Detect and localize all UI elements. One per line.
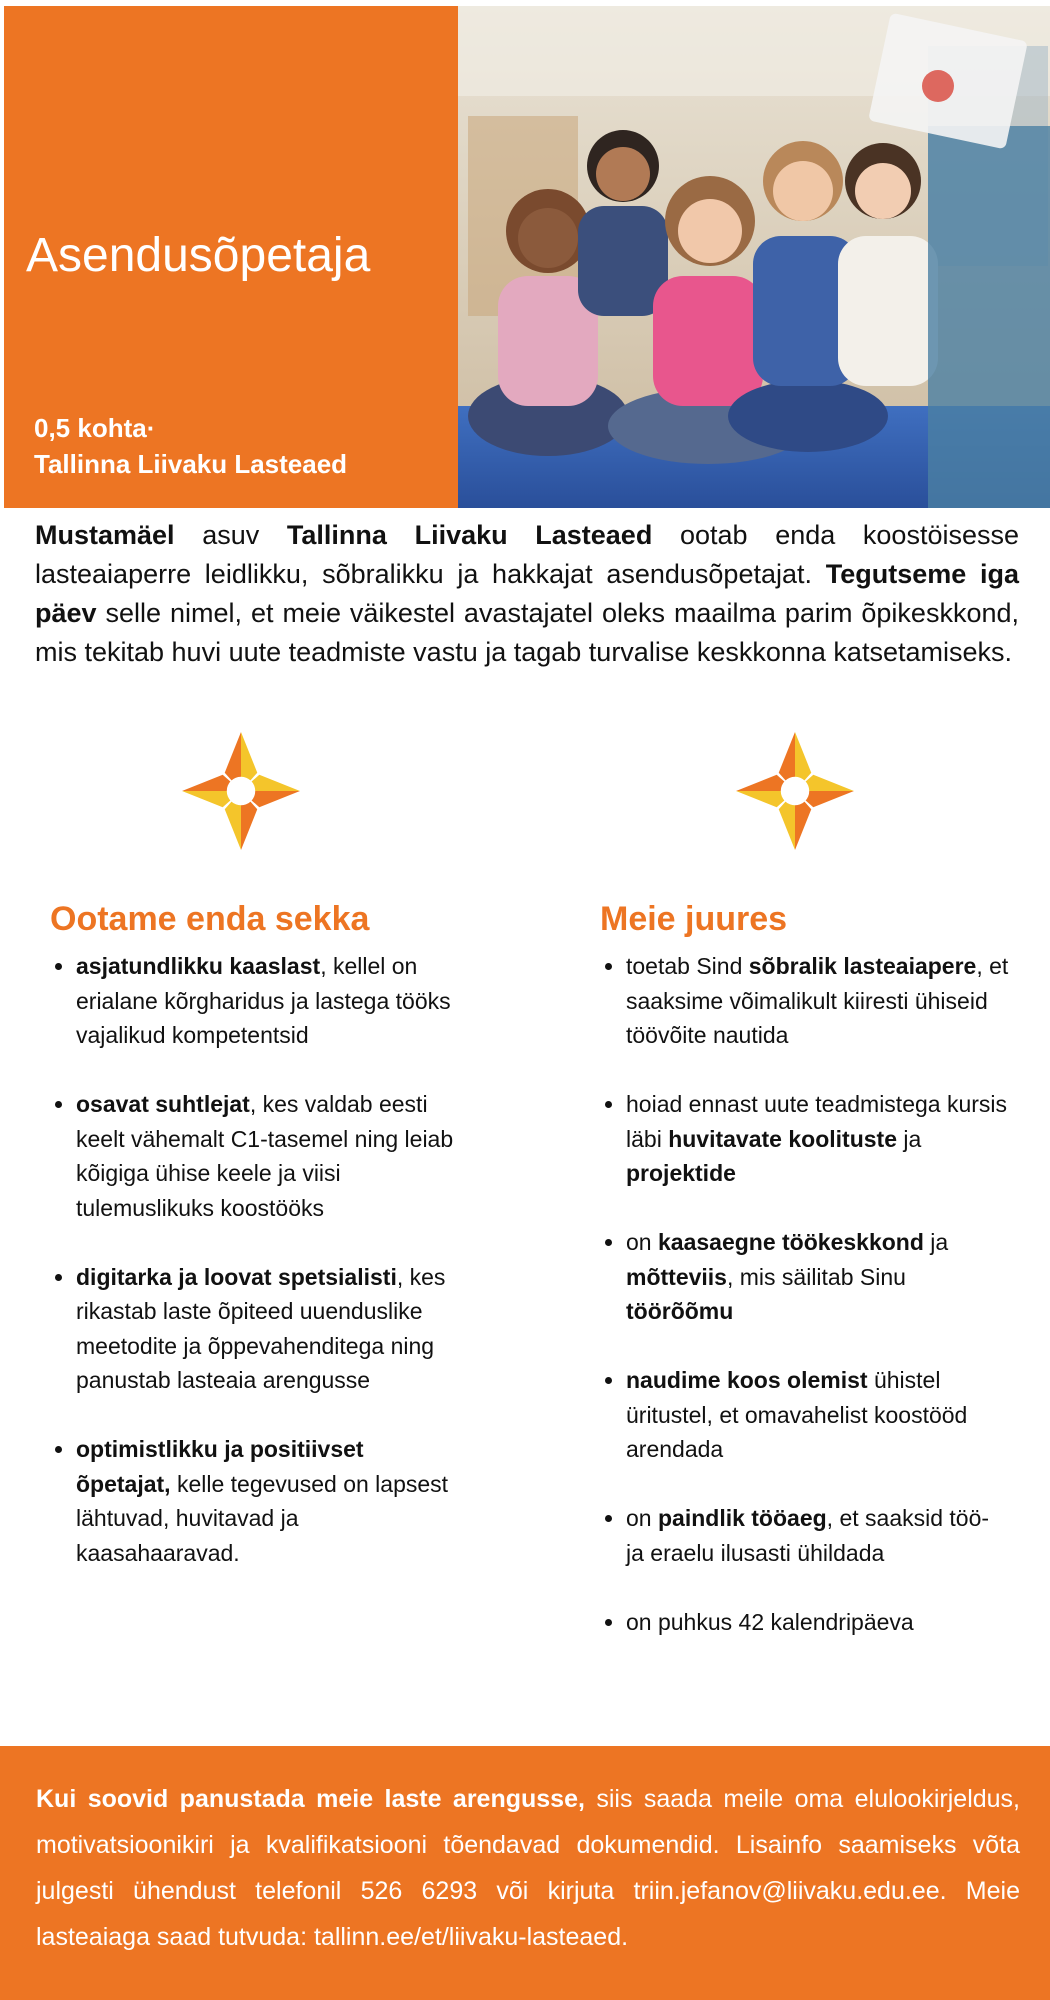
bold-text: naudime koos olemist (626, 1367, 868, 1393)
position-size: 0,5 kohta· (34, 413, 156, 443)
bold-text: huvitavate koolituste (668, 1125, 897, 1152)
text-run: on (626, 1505, 658, 1531)
text-run: , mis säilitab Sinu (726, 1263, 906, 1290)
requirements-heading: Ootame enda sekka (50, 900, 370, 938)
text-run: on (626, 1229, 658, 1255)
text-run: , et saaksid töö- ja eraelu ilusasti ühildada (626, 1505, 990, 1566)
list-item (76, 1087, 460, 1225)
list-item (626, 1225, 1010, 1329)
bold-text: projektide (626, 1160, 736, 1186)
list-item (626, 949, 1010, 1053)
text-run: kelle tegevused on lapsest lähtuvad, huvitavad ja kaasahaaravad. (76, 1470, 449, 1566)
intro-paragraph (35, 516, 1019, 672)
bold-text: sõbralik lasteaiapere (748, 953, 977, 979)
bold-text: mõtteviis (626, 1263, 727, 1290)
children-photo (458, 6, 1050, 508)
requirements-list (50, 949, 460, 1570)
hero-subtitle (34, 410, 347, 482)
text-run: , kes valdab eesti keelt vähemalt C1-tasemel ning leiab kõigiga ühise keele ja viisi tulemuslikuks koostööks (76, 1091, 454, 1221)
hero-banner (4, 6, 1050, 508)
list-item (626, 1363, 1010, 1467)
bold-text: paindlik tööaeg (657, 1505, 827, 1531)
text-run: siis saada meile oma elulookirjeldus, motivatsioonikiri ja kvalifikatsiooni tõendavad dokumendid. Lisainfo saamiseks võta julgesti ühendust telefonil 526 6293 või kirjuta triin.jefanov@liivaku.edu.ee. Meie lasteaiaga saad tutvuda: tallinn.ee/et/liivaku-lasteaed. (36, 1785, 1020, 1951)
bold-text: osavat suhtlejat (76, 1091, 250, 1117)
hero-orange-panel (4, 6, 458, 508)
orange-yellow-star-icon (180, 730, 302, 852)
text-run: , et saaksime võimalikult kiiresti ühiseid töövõite nautida (626, 953, 1009, 1048)
text-run: hoiad ennast uute teadmistega kursis läbi (626, 1091, 1008, 1152)
bold-text: digitarka ja loovat spetsialisti (76, 1263, 397, 1290)
children-photo-illustration (458, 6, 1050, 508)
text-run: , kellel on erialane kõrgharidus ja lastega tööks vajalikud kompetentsid (76, 953, 451, 1048)
bold-text: Mustamäel (35, 520, 175, 550)
text-run: on puhkus 42 kalendripäeva (626, 1608, 914, 1635)
list-item (76, 1432, 460, 1570)
orange-yellow-star-icon (734, 730, 856, 852)
text-run: ootab enda koostöisesse lasteaiaperre leidlikku, sõbralikku ja hakkajat asendusõpetajat. (35, 520, 1019, 589)
bold-text: asjatundlikku kaaslast (76, 953, 321, 979)
text-run: selle nimel, et meie väikestel avastajatel oleks maailma parim õpikeskkond, mis tekitab huvi uute teadmiste vastu ja tagab turvalise keskkonna katsetamiseks. (35, 598, 1019, 667)
list-item (76, 949, 460, 1053)
bold-text: töörõõmu (626, 1298, 734, 1324)
text-run: , kes rikastab laste õpiteed uuenduslike meetodite ja õppevahenditega ning panustab lasteaia arengusse (76, 1263, 446, 1393)
requirements-column (50, 900, 460, 1570)
page-title: Asendusõpetaja (26, 229, 371, 282)
bold-text: optimistlikku ja positiivset õpetajat, (76, 1436, 364, 1497)
text-run: toetab Sind (626, 953, 749, 979)
benefits-heading: Meie juures (600, 900, 788, 938)
bold-text: Tallinna Liivaku Lasteaed (286, 520, 653, 550)
contact-footer (0, 1746, 1050, 2000)
benefits-column (600, 900, 1010, 1639)
bold-text: Tegutseme iga päev (35, 559, 1019, 628)
text-run: ühistel üritustel, et omavahelist koostööd arendada (626, 1367, 968, 1462)
list-item (626, 1605, 1010, 1640)
bold-text: Kui soovid panustada meie laste arengusse, (36, 1785, 585, 1813)
text-run: asuv (174, 520, 287, 550)
list-item (626, 1087, 1010, 1191)
kindergarten-name: Tallinna Liivaku Lasteaed (34, 449, 348, 479)
contact-paragraph (36, 1776, 1020, 1960)
text-run: ja (923, 1229, 949, 1255)
bold-text: kaasaegne töökeskkond (657, 1229, 924, 1255)
list-item (76, 1260, 460, 1398)
benefits-list (600, 949, 1010, 1639)
text-run: ja (896, 1125, 922, 1152)
list-item (626, 1501, 1010, 1570)
